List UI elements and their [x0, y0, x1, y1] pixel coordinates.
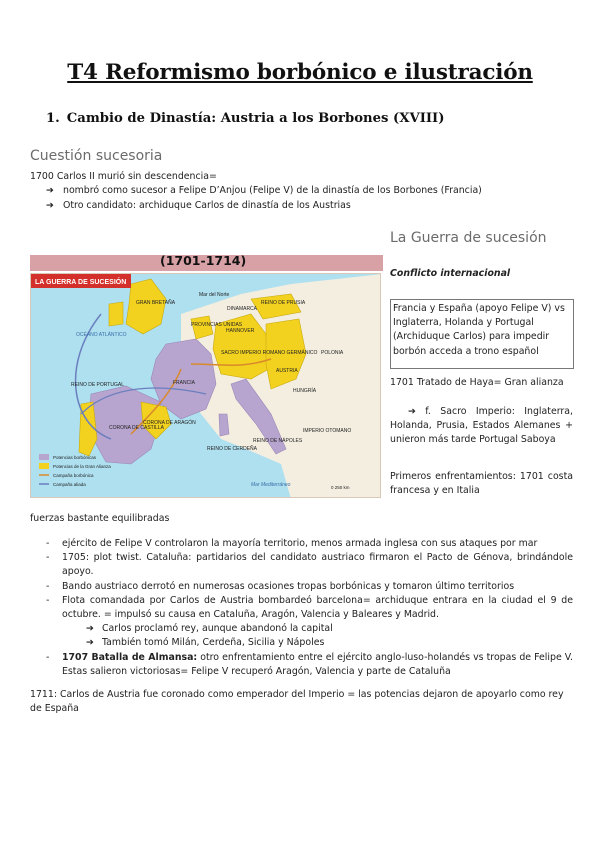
primeros-text: Primeros enfrentamientos: 1701 costa francesa y en Italia: [390, 471, 573, 497]
label-cerdena: REINO DE CERDEÑA: [207, 446, 258, 452]
section-title: Cambio de Dinastía: Austria a los Borbones (XVIII): [66, 111, 445, 126]
map-title: LA GUERRA DE SUCESIÓN: [35, 279, 127, 286]
bullet-text: Flota comandada por Carlos de Austria bombardeó barcelona= archiduque entrara en la ciudad el 9 de octubre. = impulsó su causa en Cataluña, Aragón, Valencia y Baleares y Madrid.: [62, 594, 573, 621]
label-castilla: CORONA DE CASTILLA: [109, 425, 165, 431]
arrow-icon: ➔: [408, 406, 416, 417]
arrow-icon: ➔: [46, 199, 54, 211]
legend-campana-aliada: Campaña aliada: [53, 482, 86, 487]
sub-arrow-text: Carlos proclamó rey, aunque abandonó la capital: [102, 623, 333, 635]
bullet-list: [46, 537, 573, 679]
legend-campana-borbonica: Campaña borbónica: [53, 473, 94, 478]
legend-swatch-alianza: [39, 463, 49, 469]
label-imperio: SACRO IMPERIO ROMANO GERMÁNICO: [221, 350, 318, 356]
cuestion-heading: Cuestión sucesoria: [30, 148, 163, 164]
label-provincias: PROVINCIAS UNIDAS: [191, 322, 243, 328]
conflicto-box: [390, 299, 574, 369]
label-portugal: REINO DE PORTUGAL: [71, 382, 124, 388]
arrow-icon: ➔: [46, 185, 54, 197]
arrow-icon: ➔: [86, 623, 94, 635]
cuestion-block: [30, 170, 570, 213]
cuestion-arrow-1: [46, 184, 570, 198]
tratado-line: 1701 Tratado de Haya= Gran alianza: [390, 377, 564, 388]
sacro-text: f. Sacro Imperio: Inglaterra, Holanda, Prusia, Estados Alemanes + unieron más tarde Portugal Saboya: [390, 406, 573, 446]
arrow-icon: ➔: [86, 637, 94, 649]
conflicto-label: Conflicto internacional: [390, 268, 511, 279]
ireland-region: [109, 302, 123, 326]
label-francia: FRANCIA: [173, 380, 195, 386]
conflicto-box-text: Francia y España (apoyo Felipe V) vs Inglaterra, Holanda y Portugal (Archiduque Carlos) para impedir borbón acceda a trono español: [393, 303, 565, 357]
bullet-text: ejército de Felipe V controlaron la mayoría territorio, menos armada inglesa con sus ataques por mar: [62, 538, 538, 549]
cuestion-arrow-text: nombró como sucesor a Felipe D’Anjou (Felipe V) de la dinastía de los Borbones (Francia): [63, 185, 482, 197]
label-austria: AUSTRIA: [276, 368, 298, 374]
date-banner-text: (1701-1714): [160, 253, 247, 268]
guerra-heading: La Guerra de sucesión: [390, 230, 547, 246]
bullet-text: Bando austriaco derrotó en numerosas ocasiones tropas borbónicas y tomaron último territorios: [62, 580, 515, 592]
legend-swatch-borbonicas: [39, 454, 49, 460]
fuerzas-line: fuerzas bastante equilibradas: [30, 513, 170, 524]
sub-arrow-item: [46, 636, 573, 650]
bullet-dash: -: [46, 594, 50, 606]
almansa-bold: 1707 Batalla de Almansa:: [62, 651, 198, 663]
bullet-item: [46, 551, 573, 579]
map-scale: 0 250 km: [331, 485, 350, 490]
label-mar-norte: Mar del Norte: [199, 292, 230, 298]
section-heading: [46, 111, 444, 126]
bullet-dash: -: [46, 538, 50, 549]
cerdena-region: [219, 414, 229, 436]
cuestion-arrow-2: [46, 199, 570, 213]
almansa-text: otro enfrentamiento entre el ejército anglo-luso-holandés vs tropas de Felipe V. Estas salieron victoriosas= Felipe V recuperó Aragón, Valencia y parte de Cataluña: [62, 651, 573, 677]
label-mediterraneo: Mar Mediterráneo: [251, 482, 291, 488]
map-svg: [31, 274, 381, 498]
bullet-text: 1705: plot twist. Cataluña: partidarios del candidato austriaco firmaron el Pacto de Génova, brindándole apoyo.: [62, 552, 573, 578]
label-dinamarca: DINAMARCA: [227, 306, 258, 312]
label-prusia: REINO DE PRUSIA: [261, 300, 306, 306]
bullet-dash: -: [46, 580, 50, 592]
label-aragon: CORONA DE ARAGÓN: [143, 420, 196, 426]
bullet-item: [46, 594, 573, 622]
cuestion-arrow-text: Otro candidato: archiduque Carlos de dinastía de los Austrias: [63, 199, 351, 211]
label-oceano: OCÉANO ATLÁNTICO: [76, 332, 127, 338]
bullet-item: [46, 537, 573, 551]
label-hannover: HANNOVER: [226, 328, 255, 334]
page-title: T4 Reformismo borbónico e ilustración: [67, 60, 533, 85]
section-number: 1.: [46, 111, 60, 126]
bullet-item-almansa: [46, 651, 573, 679]
sacro-block: [390, 405, 573, 448]
label-polonia: POLONIA: [321, 350, 344, 356]
label-hungria: HUNGRÍA: [293, 388, 317, 394]
bullet-dash: -: [46, 552, 50, 564]
label-napoles: REINO DE NÁPOLES: [253, 438, 303, 444]
cuestion-line: 1700 Carlos II murió sin descendencia=: [30, 171, 217, 182]
legend-borbonicas: Potencias borbónicas: [53, 455, 97, 460]
sub-arrow-item: [46, 622, 573, 636]
label-gran-bretana: GRAN BRETAÑA: [136, 300, 176, 306]
legend-alianza: Potencias de la Gran Alianza: [53, 464, 111, 469]
bullet-dash: -: [46, 651, 50, 663]
final-paragraph: 1711: Carlos de Austria fue coronado como emperador del Imperio = las potencias dejaron de apoyarlo como rey de España: [30, 689, 564, 715]
sub-arrow-text: También tomó Milán, Cerdeña, Sicilia y Nápoles: [102, 637, 325, 649]
bullet-item: [46, 580, 573, 594]
succession-war-map: [30, 273, 381, 498]
label-otomano: IMPERIO OTOMANO: [303, 428, 352, 434]
